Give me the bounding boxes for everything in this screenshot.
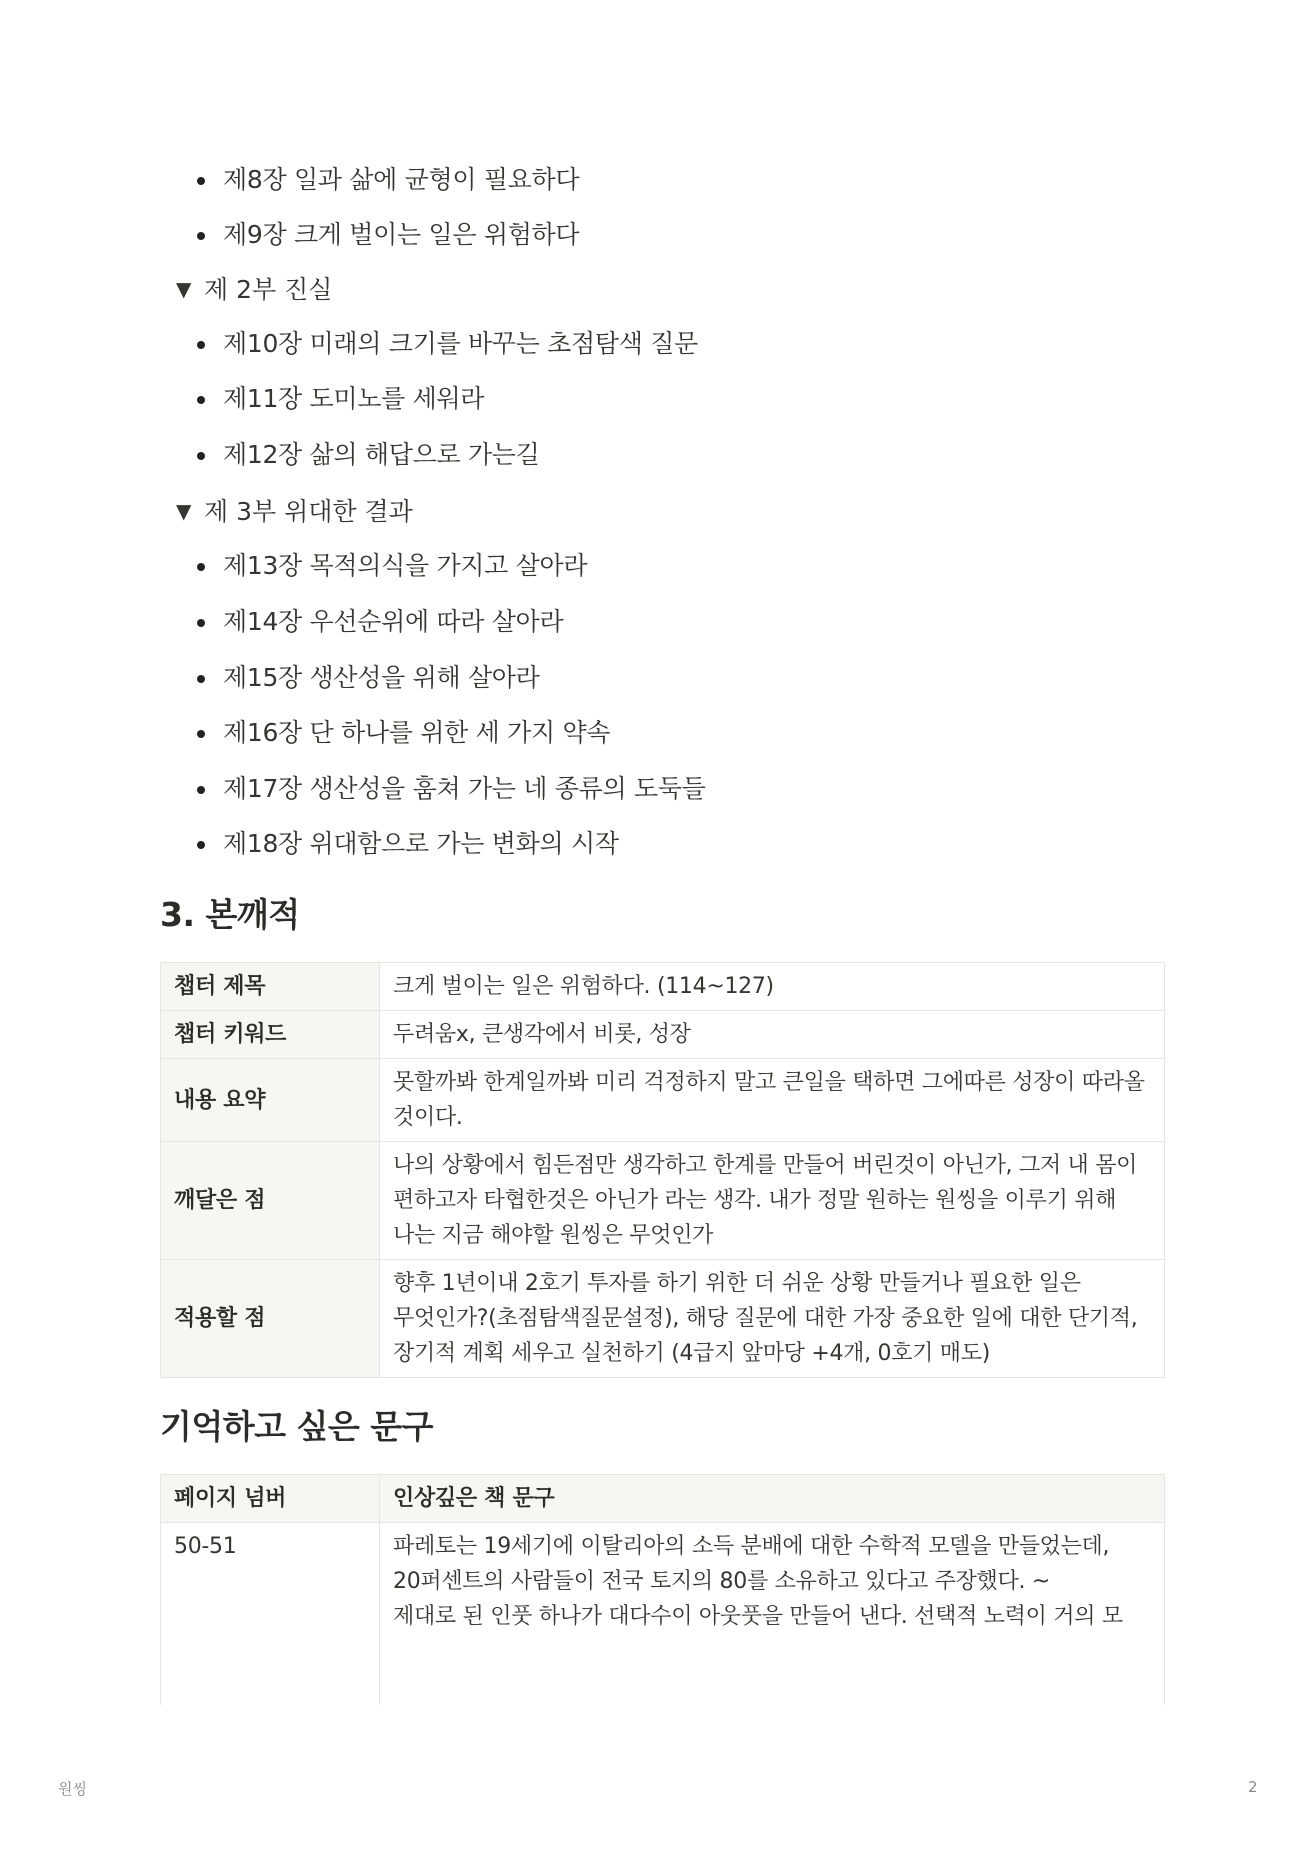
bullet-icon (197, 396, 205, 404)
row-key: 내용 요약 (161, 1059, 380, 1142)
bullet-icon (197, 730, 205, 738)
row-key: 챕터 키워드 (161, 1011, 380, 1059)
list-item-text: 제15장 생산성을 위해 살아라 (223, 663, 540, 692)
toggle-part3[interactable] (176, 494, 413, 529)
table-header-row (161, 1475, 1165, 1523)
bullet-icon (197, 786, 205, 794)
section-heading: 3. 본깨적 (160, 895, 300, 934)
list-item (223, 772, 706, 806)
column-header-quote: 인상깊은 책 문구 (380, 1475, 1165, 1523)
quotes-table (160, 1474, 1165, 1706)
table-row (161, 1523, 1165, 1706)
list-item (223, 218, 579, 252)
list-item-text: 제10장 미래의 크기를 바꾸는 초점탐색 질문 (223, 329, 698, 358)
row-value: 향후 1년이내 2호기 투자를 하기 위한 더 쉬운 상황 만들거나 필요한 일은 무엇인가?(초점탐색질문설정), 해당 질문에 대한 가장 중요한 일에 대한 단기적, 장기적 계획 세우고 실천하기 (4급지 앞마당 +4개, 0호기 매도) (380, 1260, 1165, 1378)
list-item (223, 605, 563, 639)
list-item-text: 제9장 크게 벌이는 일은 위험하다 (223, 220, 580, 249)
list-item-text: 제17장 생산성을 훔쳐 가는 네 종류의 도둑들 (223, 774, 706, 803)
list-item-text: 제13장 목적의식을 가지고 살아라 (223, 551, 588, 580)
bullet-icon (197, 619, 205, 627)
quote-text (380, 1523, 1165, 1706)
quote-line: 제대로 된 인풋 하나가 대다수이 아웃풋을 만들어 낸다. 선택적 노력이 거의 모 (393, 1604, 1123, 1629)
row-value: 두려움x, 큰생각에서 비롯, 성장 (380, 1011, 1165, 1059)
bullet-icon (197, 563, 205, 571)
list-item (223, 382, 484, 416)
toggle-label: 제 2부 진실 (204, 275, 333, 304)
column-header-page: 페이지 넘버 (161, 1475, 380, 1523)
list-item (223, 163, 579, 197)
list-item (223, 827, 619, 861)
list-item (223, 661, 540, 695)
list-item (223, 716, 610, 750)
list-item-text: 제11장 도미노를 세워라 (223, 384, 485, 413)
row-key: 적용할 점 (161, 1260, 380, 1378)
bullet-icon (197, 177, 205, 185)
list-item-text: 제12장 삶의 해답으로 가는길 (223, 440, 540, 469)
row-key: 챕터 제목 (161, 963, 380, 1011)
list-item (223, 549, 587, 583)
table-row (161, 963, 1165, 1011)
bullet-icon (197, 341, 205, 349)
list-item-text: 제8장 일과 삶에 균형이 필요하다 (223, 165, 580, 194)
table-row (161, 1059, 1165, 1142)
table-row (161, 1011, 1165, 1059)
quote-line: 파레토는 19세기에 이탈리아의 소득 분배에 대한 수학적 모델을 만들었는데, (393, 1534, 1110, 1559)
quotes-heading: 기억하고 싶은 문구 (160, 1407, 434, 1446)
chapter-review-table (160, 962, 1165, 1378)
row-key: 깨달은 점 (161, 1142, 380, 1260)
toggle-label: 제 3부 위대한 결과 (204, 497, 413, 526)
list-item (223, 327, 698, 361)
page-number: 2 (1248, 1778, 1258, 1796)
triangle-down-icon[interactable]: ▼ (176, 277, 192, 301)
list-item-text: 제18장 위대함으로 가는 변화의 시작 (223, 829, 619, 858)
bullet-icon (197, 452, 205, 460)
row-value: 나의 상황에서 힘든점만 생각하고 한계를 만들어 버린것이 아닌가, 그저 내 몸이 편하고자 타협한것은 아닌가 라는 생각. 내가 정말 원하는 원씽을 이루기 위해 나는 지금 해야할 원씽은 무엇인가 (380, 1142, 1165, 1260)
toggle-part2[interactable] (176, 272, 332, 307)
list-item-text: 제16장 단 하나를 위한 세 가지 약속 (223, 718, 611, 747)
table-row (161, 1260, 1165, 1378)
quote-page-number: 50-51 (161, 1523, 380, 1706)
bullet-icon (197, 232, 205, 240)
bullet-icon (197, 841, 205, 849)
row-value: 크게 벌이는 일은 위험하다. (114~127) (380, 963, 1165, 1011)
row-value: 못할까봐 한계일까봐 미리 걱정하지 말고 큰일을 택하면 그에따른 성장이 따라올 것이다. (380, 1059, 1165, 1142)
list-item-text: 제14장 우선순위에 따라 살아라 (223, 607, 564, 636)
list-item (223, 438, 540, 472)
triangle-down-icon[interactable]: ▼ (176, 499, 192, 523)
quote-line: 20퍼센트의 사람들이 전국 토지의 80를 소유하고 있다고 주장했다. ~ (393, 1569, 1050, 1594)
table-row (161, 1142, 1165, 1260)
footer-title: 원씽 (58, 1780, 87, 1798)
bullet-icon (197, 675, 205, 683)
